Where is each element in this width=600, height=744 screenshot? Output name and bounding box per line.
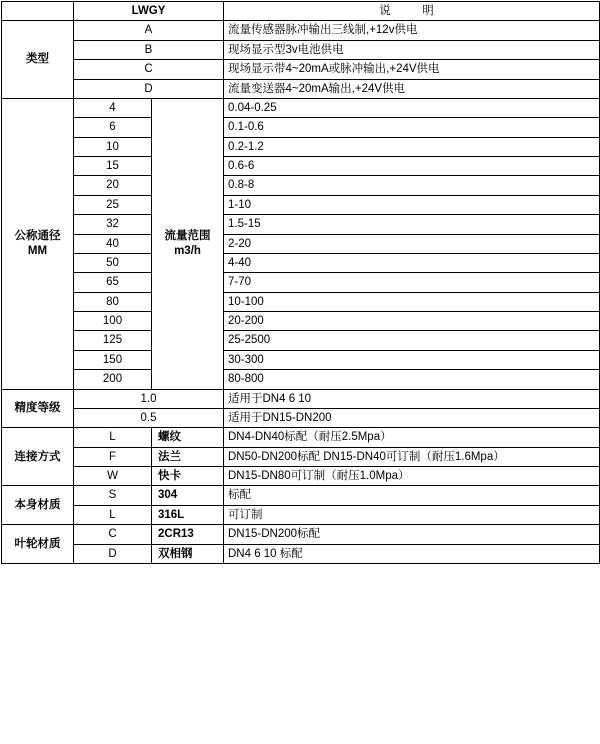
diameter-code-15: 15: [74, 157, 152, 176]
connection-name-l: 螺纹: [152, 428, 224, 447]
diameter-range-200: 80-800: [224, 370, 600, 389]
diameter-code-150: 150: [74, 350, 152, 369]
table-row: [2, 40, 600, 59]
connection-desc-w: DN15-DN80可订制（耐压1.0Mpa）: [224, 467, 600, 486]
table-row: [2, 60, 600, 79]
section-label-accuracy: 精度等级: [2, 389, 74, 428]
accuracy-code-2: 0.5: [74, 408, 224, 427]
diameter-range-10: 0.2-1.2: [224, 137, 600, 156]
table-header-row: [2, 2, 600, 21]
diameter-range-40: 2-20: [224, 234, 600, 253]
diameter-range-125: 25-2500: [224, 331, 600, 350]
body-material-name-l: 316L: [152, 505, 224, 524]
type-code-c: C: [74, 60, 224, 79]
table-row: [2, 525, 600, 544]
table-row: [2, 253, 600, 272]
diameter-label-line2: MM: [27, 244, 48, 257]
section-label-body-material: 本身材质: [2, 486, 74, 525]
connection-name-f: 法兰: [152, 447, 224, 466]
table-row: [2, 505, 600, 524]
diameter-range-4: 0.04-0.25: [224, 98, 600, 117]
section-label-diameter: [2, 98, 74, 389]
diameter-code-200: 200: [74, 370, 152, 389]
table-row: [2, 544, 600, 563]
type-code-a: A: [74, 21, 224, 40]
type-code-b: B: [74, 40, 224, 59]
body-material-desc-l: 可订制: [224, 505, 600, 524]
table-row: [2, 331, 600, 350]
diameter-code-10: 10: [74, 137, 152, 156]
diameter-code-100: 100: [74, 312, 152, 331]
connection-code-l: L: [74, 428, 152, 447]
diameter-range-100: 20-200: [224, 312, 600, 331]
diameter-code-4: 4: [74, 98, 152, 117]
impeller-material-name-d: 双相钢: [152, 544, 224, 563]
body-material-code-l: L: [74, 505, 152, 524]
diameter-code-20: 20: [74, 176, 152, 195]
table-row: [2, 292, 600, 311]
diameter-range-32: 1.5-15: [224, 215, 600, 234]
diameter-range-65: 7-70: [224, 273, 600, 292]
accuracy-desc-2: 适用于DN15-DN200: [224, 408, 600, 427]
table-row: [2, 350, 600, 369]
table-row: [2, 408, 600, 427]
type-desc-d: 流量变送器4~20mA输出,+24V供电: [224, 79, 600, 98]
diameter-range-6: 0.1-0.6: [224, 118, 600, 137]
table-row: [2, 98, 600, 117]
table-row: [2, 157, 600, 176]
diameter-code-50: 50: [74, 253, 152, 272]
header-description-cell: 说 明: [224, 2, 600, 21]
table-row: [2, 467, 600, 486]
specification-table: [1, 1, 600, 564]
header-model-cell: LWGY: [74, 2, 224, 21]
impeller-material-desc-c: DN15-DN200标配: [224, 525, 600, 544]
diameter-code-32: 32: [74, 215, 152, 234]
flow-range-label: [152, 98, 224, 389]
header-blank-cell: [2, 2, 74, 21]
type-desc-b: 现场显示型3v电池供电: [224, 40, 600, 59]
table-row: [2, 447, 600, 466]
diameter-range-20: 0.8-8: [224, 176, 600, 195]
diameter-code-40: 40: [74, 234, 152, 253]
table-row: [2, 389, 600, 408]
section-label-impeller-material: 叶轮材质: [2, 525, 74, 564]
connection-desc-l: DN4-DN40标配（耐压2.5Mpa）: [224, 428, 600, 447]
impeller-material-desc-d: DN4 6 10 标配: [224, 544, 600, 563]
table-row: [2, 312, 600, 331]
type-code-d: D: [74, 79, 224, 98]
connection-desc-f: DN50-DN200标配 DN15-DN40可订制（耐压1.6Mpa）: [224, 447, 600, 466]
table-row: [2, 137, 600, 156]
connection-code-f: F: [74, 447, 152, 466]
diameter-code-65: 65: [74, 273, 152, 292]
table-row: [2, 176, 600, 195]
table-row: [2, 273, 600, 292]
table-row: [2, 428, 600, 447]
table-row: [2, 215, 600, 234]
body-material-code-s: S: [74, 486, 152, 505]
diameter-code-6: 6: [74, 118, 152, 137]
accuracy-desc-1: 适用于DN4 6 10: [224, 389, 600, 408]
connection-name-w: 快卡: [152, 467, 224, 486]
impeller-material-code-c: C: [74, 525, 152, 544]
table-row: [2, 195, 600, 214]
diameter-code-80: 80: [74, 292, 152, 311]
connection-code-w: W: [74, 467, 152, 486]
body-material-desc-s: 标配: [224, 486, 600, 505]
diameter-range-80: 10-100: [224, 292, 600, 311]
diameter-label-line1: 公称通径: [14, 230, 61, 243]
table-row: [2, 370, 600, 389]
accuracy-code-1: 1.0: [74, 389, 224, 408]
flow-range-label-line1: 流量范围: [164, 230, 211, 243]
diameter-range-50: 4-40: [224, 253, 600, 272]
table-row: [2, 79, 600, 98]
impeller-material-name-c: 2CR13: [152, 525, 224, 544]
diameter-code-125: 125: [74, 331, 152, 350]
diameter-range-25: 1-10: [224, 195, 600, 214]
diameter-range-150: 30-300: [224, 350, 600, 369]
impeller-material-code-d: D: [74, 544, 152, 563]
diameter-code-25: 25: [74, 195, 152, 214]
body-material-name-s: 304: [152, 486, 224, 505]
table-row: [2, 486, 600, 505]
section-label-connection: 连接方式: [2, 428, 74, 486]
flow-range-label-line2: m3/h: [174, 244, 201, 257]
table-row: [2, 21, 600, 40]
type-desc-c: 现场显示带4~20mA或脉冲输出,+24V供电: [224, 60, 600, 79]
section-label-type: 类型: [2, 21, 74, 99]
type-desc-a: 流量传感器脉冲输出三线制,+12v供电: [224, 21, 600, 40]
table-row: [2, 118, 600, 137]
diameter-range-15: 0.6-6: [224, 157, 600, 176]
table-row: [2, 234, 600, 253]
